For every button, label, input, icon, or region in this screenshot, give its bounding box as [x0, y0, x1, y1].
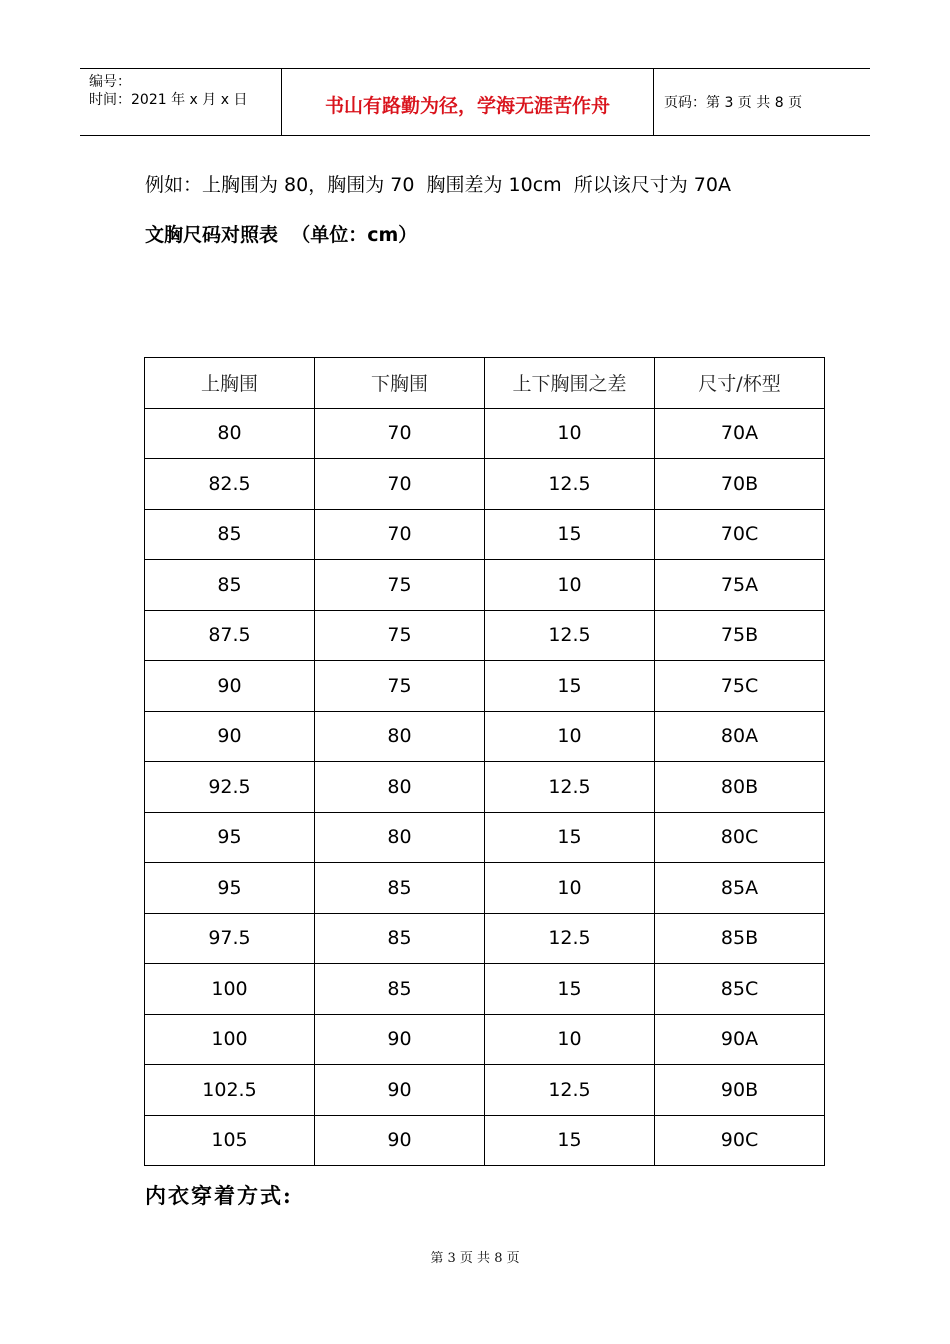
table-cell: 85 — [145, 509, 315, 560]
table-cell: 75C — [655, 661, 825, 712]
table-cell: 10 — [485, 560, 655, 611]
table-row — [145, 610, 825, 661]
table-row — [145, 1014, 825, 1065]
table-cell: 90 — [145, 711, 315, 762]
table-row — [145, 711, 825, 762]
table-cell: 70 — [315, 459, 485, 510]
table-cell: 15 — [485, 1115, 655, 1166]
table-body — [145, 408, 825, 1166]
page-footer: 第 3 页 共 8 页 — [430, 1251, 520, 1266]
table-row — [145, 1065, 825, 1116]
table-cell: 102.5 — [145, 1065, 315, 1116]
table-cell: 75A — [655, 560, 825, 611]
table-cell: 80 — [145, 408, 315, 459]
table-cell: 90 — [315, 1065, 485, 1116]
table-cell: 85 — [315, 964, 485, 1015]
table-cell: 12.5 — [485, 610, 655, 661]
example-text: 例如：上胸围为 80，胸围为 70 胸围差为 10cm 所以该尺寸为 70A — [145, 174, 731, 196]
table-cell: 100 — [145, 964, 315, 1015]
table-cell: 70B — [655, 459, 825, 510]
table-cell: 80 — [315, 762, 485, 813]
document-number-label: 编号： — [89, 74, 131, 90]
table-cell: 10 — [485, 1014, 655, 1065]
table-cell: 82.5 — [145, 459, 315, 510]
column-header: 上胸围 — [145, 358, 315, 409]
table-cell: 10 — [485, 863, 655, 914]
table-cell: 15 — [485, 812, 655, 863]
table-cell: 70A — [655, 408, 825, 459]
column-header: 下胸围 — [315, 358, 485, 409]
size-chart-table — [144, 357, 825, 1166]
table-cell: 70 — [315, 509, 485, 560]
table-cell: 90A — [655, 1014, 825, 1065]
table-cell: 15 — [485, 509, 655, 560]
table-cell: 100 — [145, 1014, 315, 1065]
column-header: 上下胸围之差 — [485, 358, 655, 409]
table-row — [145, 964, 825, 1015]
header-meta — [80, 69, 282, 135]
table-cell: 90B — [655, 1065, 825, 1116]
table-cell: 10 — [485, 711, 655, 762]
table-cell: 80A — [655, 711, 825, 762]
table-cell: 105 — [145, 1115, 315, 1166]
table-cell: 80 — [315, 812, 485, 863]
table-cell: 12.5 — [485, 913, 655, 964]
table-cell: 80B — [655, 762, 825, 813]
table-row — [145, 661, 825, 712]
table-cell: 92.5 — [145, 762, 315, 813]
table-row — [145, 408, 825, 459]
table-cell: 70C — [655, 509, 825, 560]
table-cell: 15 — [485, 661, 655, 712]
table-cell: 87.5 — [145, 610, 315, 661]
table-cell: 85 — [315, 863, 485, 914]
header-page-info: 页码：第 3 页 共 8 页 — [664, 95, 803, 111]
header-motto: 书山有路勤为径，学海无涯苦作舟 — [282, 69, 654, 135]
table-cell: 75 — [315, 560, 485, 611]
document-time-label: 时间：2021 年 x 月 x 日 — [89, 92, 248, 108]
table-cell: 75 — [315, 661, 485, 712]
table-cell: 80C — [655, 812, 825, 863]
table-row — [145, 560, 825, 611]
table-row — [145, 762, 825, 813]
table-cell: 85A — [655, 863, 825, 914]
table-row — [145, 863, 825, 914]
table-cell: 12.5 — [485, 459, 655, 510]
table-cell: 75B — [655, 610, 825, 661]
table-row — [145, 509, 825, 560]
table-cell: 80 — [315, 711, 485, 762]
table-cell: 85 — [145, 560, 315, 611]
table-cell: 10 — [485, 408, 655, 459]
table-cell: 95 — [145, 863, 315, 914]
table-cell: 75 — [315, 610, 485, 661]
table-cell: 15 — [485, 964, 655, 1015]
table-cell: 90 — [315, 1115, 485, 1166]
page-header — [80, 68, 870, 136]
table-row — [145, 913, 825, 964]
table-cell: 85 — [315, 913, 485, 964]
section-heading: 内衣穿着方式: — [145, 1183, 293, 1208]
table-header-row — [145, 358, 825, 409]
table-row — [145, 1115, 825, 1166]
table-cell: 12.5 — [485, 762, 655, 813]
column-header: 尺寸/杯型 — [655, 358, 825, 409]
table-row — [145, 459, 825, 510]
table-cell: 90 — [315, 1014, 485, 1065]
table-cell: 90 — [145, 661, 315, 712]
table-title: 文胸尺码对照表 （单位：cm） — [145, 224, 418, 246]
table-cell: 97.5 — [145, 913, 315, 964]
table-cell: 85B — [655, 913, 825, 964]
table-row — [145, 812, 825, 863]
table-cell: 85C — [655, 964, 825, 1015]
table-cell: 12.5 — [485, 1065, 655, 1116]
table-cell: 90C — [655, 1115, 825, 1166]
table-cell: 70 — [315, 408, 485, 459]
table-cell: 95 — [145, 812, 315, 863]
